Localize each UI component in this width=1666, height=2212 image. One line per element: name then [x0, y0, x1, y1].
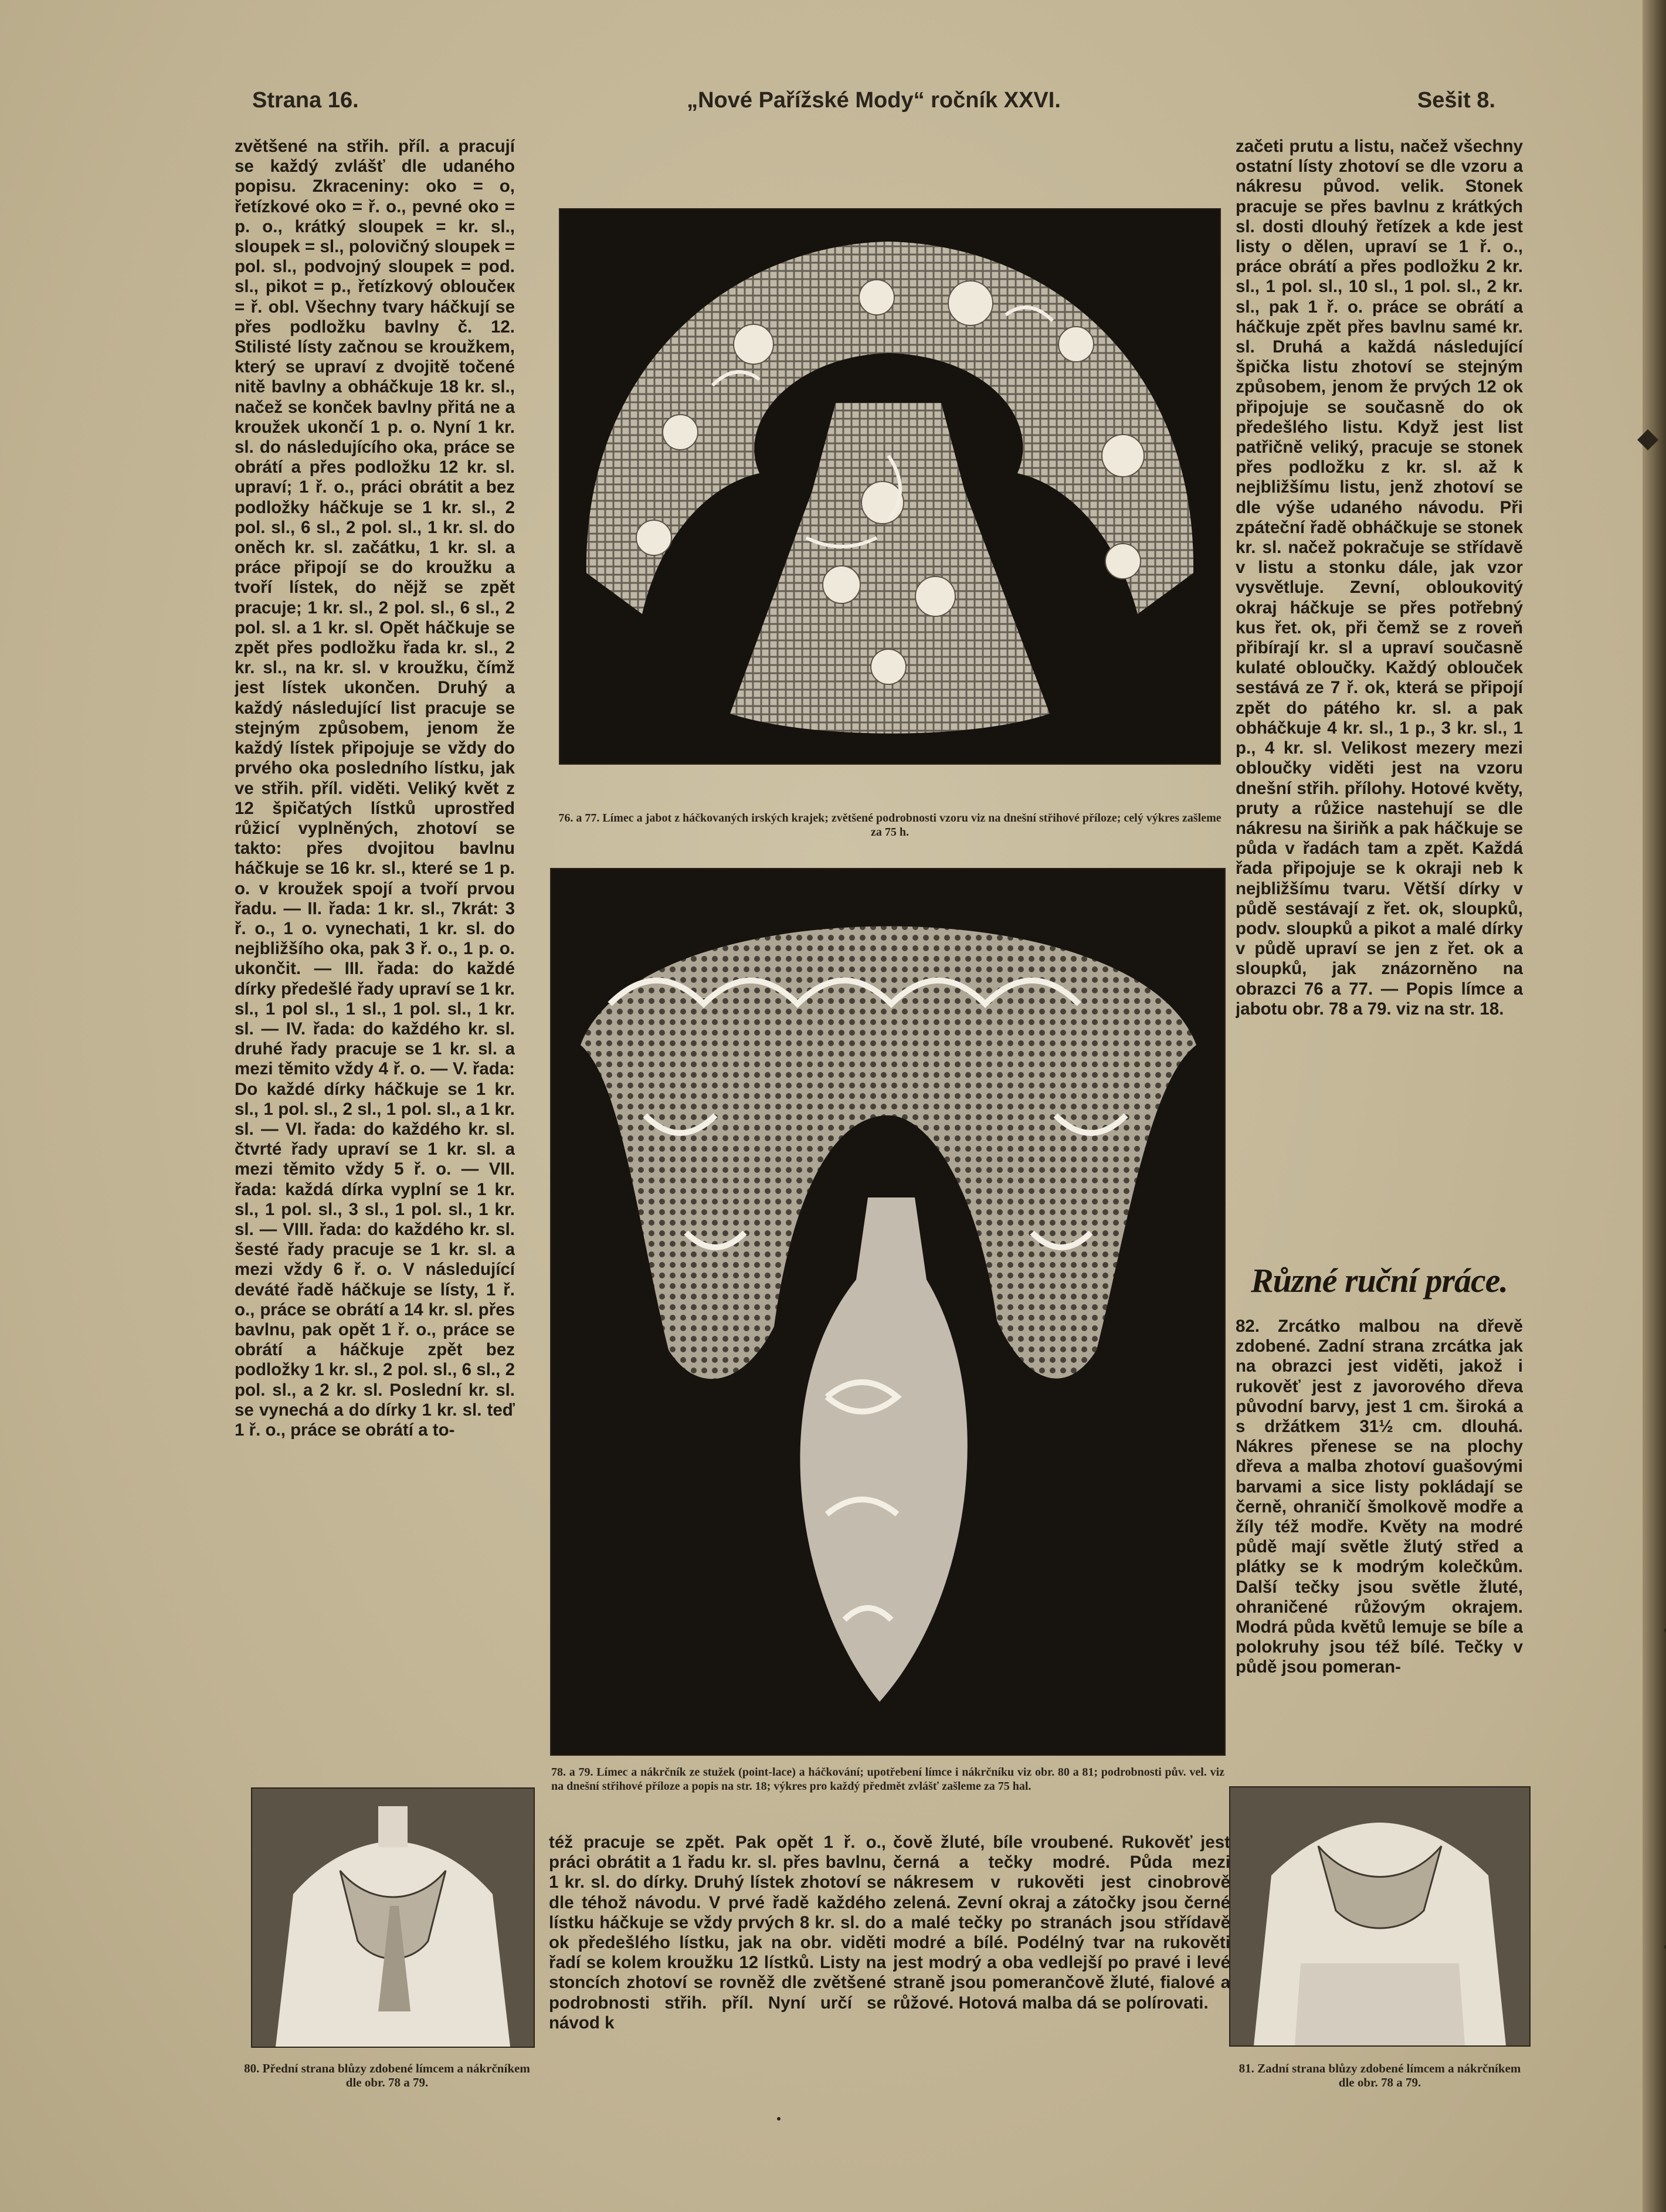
blouse-back-figure-81	[1230, 1787, 1529, 2045]
lace-collar-figure-76-77	[560, 209, 1220, 764]
blouse-front-icon	[252, 1789, 534, 2047]
lace-collar-jabot-figure-78-79	[551, 869, 1224, 1755]
text-column-bottom-middle: též pracuje se zpět. Pak opět 1 ř. o., práci obrátit a 1 řadu kr. sl. přes bavlnu, 1 kr. sl. do dírky. Druhý lístek zhotoví se dle téhož návodu. V prvé řadě každého lístku háčkuje se vždy prvých 8 kr. sl. do ok předešlého lístku, jak na obr. viděti řadí se kolem kroužku 12 lístků. Listy na stoncích zhotoví se rovněž dle zvětšené podrobnosti střih. příl. Nyní určí se návod k	[549, 1833, 886, 2033]
blouse-front-figure-80	[252, 1789, 534, 2047]
binding-mark-icon	[1662, 1935, 1666, 1959]
binding-mark-icon	[1662, 1619, 1666, 1642]
text-column-left: zvětšené na střih. příl. a pracují se každý zvlášť dle udaného popisu. Zkraceniny: oko = o, řetízkové oko = ř. o., pevné oko = p. o., krátký sloupek = kr. sl., sloupek = sl., polovičný sloupek = pol. sl., podvojný sloupek = pod. sl., pikot = p., řetízkový obloučeк = ř. obl. Všechny tvary háčkují se přes podložku bavlny č. 12. Stilisté lísty začnou se kroužkem, který se upraví z dvojitě točené nitě bavlny a obháčkuje 18 kr. sl., načež se konček bavlny přitá ne a kroužek ukončí 1 p. o. Nyní 1 kr. sl. do následujícího oka, práce se obrátí a přes podložku 12 kr. sl. upraví; 1 ř. o., práci obrátit a bez podložky háčkuje se 1 kr. sl., 2 pol. sl., 6 sl., 2 pol. sl., 1 kr. sl. do oněch kr. sl. začátku, 1 kr. sl. a práce připojí se do kroužku a tvoří lístek, do nějž se zpět pracuje; 1 kr. sl., 2 pol. sl., 6 sl., 2 pol. sl. a 1 kr. sl. Opět háčkuje se zpět přes podložku řada kr. sl., 2 kr. sl., na kr. sl. v kroužku, čímž jest lístek ukončen. Druhý a každý následující list pracuje se stejným způsobem, jenom že každý lístek připojuje se vždy do prvého oka posledního lístku, jak ve střih. příl. viděti. Veliký květ z 12 špičatých lístků uprostřed růžicí vyplněných, zhotoví se takto: přes dvojitou bavlnu háčkuje se 16 kr. sl., které se 1 p. o. v kroužek spojí a tvoří prvou řadu. — II. řada: 1 kr. sl., 7krát: 3 ř. o., 1 o. vynechati, 1 kr. sl. do nejbližšího oka, pak 3 ř. o., 1 p. o. ukončit. — III. řada: do každé dírky předešlé řady upraví se 1 kr. sl., 1 pol sl., 1 sl., 1 pol. sl., 1 kr. sl. — IV. řada: do každého kr. sl. druhé řady pracuje se 1 kr. sl. a mezi těmito vždy 4 ř. o. — V. řada: Do každé dírky háčkuje se 1 kr. sl., 1 pol. sl., 2 sl., 1 pol. sl., a 1 kr. sl. — VI. řada: do každého kr. sl. čtvrté řady upraví se 1 kr. sl. a mezi těmito vždy 5 ř. o. — VII. řada: každá dírka vyplní se 1 kr. sl., 1 pol. sl., 3 sl., 1 pol. sl., 1 kr. sl. — VIII. řada: do každého kr. sl. šesté řady pracuje se 1 kr. sl. a mezi vždy 6 ř. o. V následující deváté řadě háčkuje se lísty, 1 ř. o., práce se obrátí a 14 kr. sl. přes bavlnu, pak opět 1 ř. o., práce se obrátí a háčkuje zpět bez podložky 1 kr. sl., 2 pol. sl., 6 sl., 2 pol. sl., a 2 kr. sl. Poslední kr. sl. se vynechá a do dírky 1 kr. sl. teď 1 ř. o., práce se obrátí a to-	[235, 137, 515, 1440]
page-dot	[777, 2117, 781, 2121]
point-lace-collar-icon	[551, 869, 1224, 1755]
text-column-bottom-right: čově žluté, bíle vroubené. Rukověť jest černá a tečky modré. Půda mezi nákresem v rukověti jest cinobrově zelená. Zevní okraj a zátočky jsou černé a malé tečky po stranách jsou střídavě modré a bílé. Podélný tvar na rukověti jest modrý a oba vedlejší po pravé i levé straně jsou pomerančově žluté, fialové a růžové. Hotová malba dá se polírovati.	[893, 1833, 1230, 2013]
page-number: Strana 16.	[252, 88, 359, 113]
publication-title: „Nové Pařížské Mody“ ročník XXVI.	[687, 88, 1061, 113]
issue-number: Sešit 8.	[1417, 88, 1495, 113]
page-header	[252, 88, 1495, 123]
binding-mark-icon	[1636, 428, 1660, 452]
lace-collar-icon	[560, 209, 1220, 764]
blouse-back-icon	[1230, 1787, 1529, 2045]
page-edge-shadow	[1643, 0, 1666, 2212]
figure-caption-80: 80. Přední strana blůzy zdobené límcem a nákrčníkem dle obr. 78 a 79.	[244, 2061, 530, 2089]
figure-caption-76-77: 76. a 77. Límec a jabot z háčkovaných irských krajek; zvětšené podrobnosti vzoru viz na dnešní střihové příloze; celý výkres zašleme za 75 h.	[558, 812, 1221, 839]
section-heading: Různé ruční práce.	[1250, 1261, 1508, 1300]
text-column-right-continued: 82. Zrcátko malbou na dřevě zdobené. Zadní strana zrcátka jak na obrazci jest viděti, jakož i rukověť jest z javorového dřeva původní barvy, jest 1 cm. široká a s držátkem 31½ cm. dlouhá. Nákres přenese se na plochy dřeva a malba zhotoví guašovými barvami a sice listy pokládají se černě, ohraničí šmolkově modře a žíly též modře. Květy na modré půdě mají světle žlutý střed a plátky se k modrým kolečkům. Další tečky jsou světle žluté, ohraničené růžovým okrajem. Modrá půda květů lemuje se bíle a polokruhy jsou též bílé. Tečky v půdě jsou pomeran-	[1236, 1317, 1523, 1677]
text-column-right: začeti prutu a listu, načež všechny ostatní lísty zhotoví se dle vzoru a nákresu původ. velik. Stonek pracuje se přes bavlnu z krátkých sl. dosti dlouhý řetízek a kde jest listy o dělen, upraví se 1 ř. o., práce obrátí a přes podložku 2 kr. sl., 1 pol. sl., 10 sl., 1 pol. sl., 2 kr. sl., pak 1 ř. o. práce se obrátí a háčkuje zpět přes bavlnu samé kr. sl. Druhá a každá následující špička listu zhotoví se stejným způsobem, jenom že prvých 12 ok připojuje se současně do ok předešlého listu. Když jest list patřičně veliký, pracuje se stonek přes podložku z kr. sl. až k nejbližšímu listu, jenž zhotoví se dle výše udaného návodu. Při zpáteční řadě obháčkuje se stonek kr. sl. načež pokračuje se střídavě v listu a stonku dále, jak vzor vysvětluje. Zevní, obloukovitý okraj háčkuje se přes potřebný kus řet. ok, při čemž se z roveň přibírají kr. sl a upraví současně kulaté obloučky. Každý oblouček sestává ze 7 ř. ok, která se připojí zpět do pátého kr. sl. a pak obháčkuje 4 kr. sl., 1 p., 3 kr. sl., 1 p., 4 kr. sl. Velikost mezery mezi obloučky viděti jest na vzoru dnešní střih. přílohy. Hotové květy, pruty a růžice nastehují se dle nákresu na širiňk a pak háčkuje se půda v řadách tam a zpět. Každá řada připojuje se k okraji neb k nejbližšímu tvaru. Větší dírky v půdě sestávají z řet. ok, sloupků, podv. sloupků a pikot a malé dírky v půdě upraví se jen z řet. ok a sloupků, jak znázorněno na obrazci 76 a 77. — Popis límce a jabotu obr. 78 a 79. viz na str. 18.	[1236, 137, 1523, 1019]
figure-caption-81: 81. Zadní strana blůzy zdobené límcem a nákrčníkem dle obr. 78 a 79.	[1239, 2061, 1521, 2089]
figure-caption-78-79: 78. a 79. Límec a nákrčník ze stužek (point-lace) a háčkování; upotřebení límce i nákrčníku viz obr. 80 a 81; podrobnosti pův. vel. viz na dnešní střihové příloze a popis na str. 18; výkres pro každý předmět zvlášť zašleme za 75 hal.	[551, 1766, 1224, 1793]
